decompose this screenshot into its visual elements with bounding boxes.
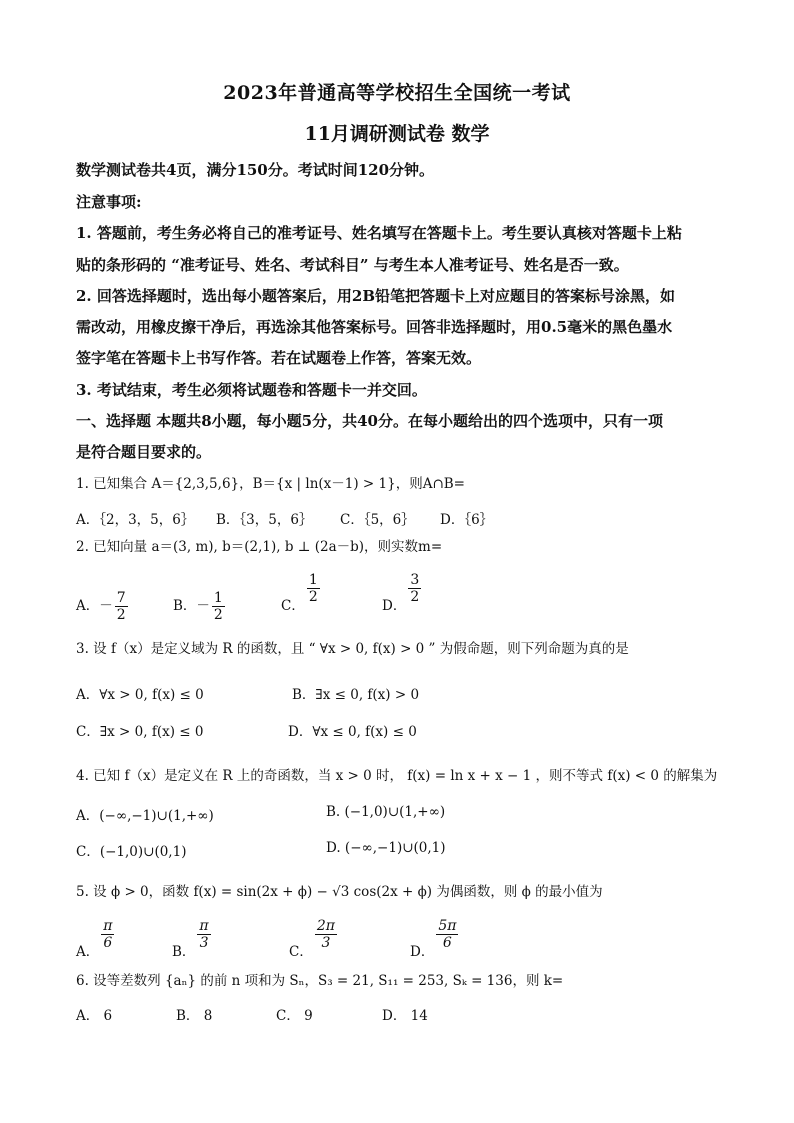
option-label: D． — [382, 598, 407, 614]
fraction — [115, 590, 128, 623]
fraction-numerator: 1 — [308, 572, 318, 588]
option-d: D． 14 — [382, 1008, 428, 1024]
exam-title: 2023年普通高等学校招生全国统一考试 — [223, 82, 571, 104]
option-a: A．∀x > 0, f(x) ≤ 0 — [76, 687, 204, 703]
fraction-denominator: 2 — [116, 607, 126, 623]
fraction-denominator: 3 — [321, 935, 331, 951]
fraction-numerator: 5π — [438, 918, 457, 934]
option-c: C． 9 — [276, 1008, 313, 1024]
option-label: C． — [289, 944, 313, 960]
option-b: B. (−1,0)∪(1,+∞) — [326, 804, 446, 820]
section-heading-cont: 是符合题目要求的。 — [76, 443, 212, 461]
note-line: 贴的条形码的 “准考证号、姓名、考试科目” 与考生本人准考证号、姓名是否一致。 — [76, 256, 629, 274]
option-a — [76, 590, 130, 623]
fraction-numerator: π — [199, 918, 209, 934]
fraction-numerator: 1 — [213, 590, 223, 606]
fraction-numerator: π — [103, 918, 113, 934]
note-line: 2. 回答选择题时，选出每小题答案后，用2B铅笔把答题卡上对应题目的答案标号涂黑，如 — [76, 287, 676, 305]
option-label: A． — [76, 598, 100, 614]
fraction-sign: － — [196, 598, 210, 614]
option-a: A． 6 — [76, 1008, 113, 1024]
fraction-numerator: 3 — [410, 572, 420, 588]
fraction — [197, 918, 210, 951]
fraction-sign: － — [99, 598, 113, 614]
option-d: D. (−∞,−1)∪(0,1) — [326, 840, 446, 856]
fraction — [436, 918, 458, 951]
option-d: D．∀x ≤ 0, f(x) ≤ 0 — [288, 724, 417, 740]
fraction — [315, 918, 337, 951]
section-heading: 一、选择题 本题共8小题，每小题5分，共40分。在每小题给出的四个选项中，只有一项 — [76, 412, 663, 430]
option-a — [76, 918, 116, 960]
fraction-denominator: 2 — [410, 589, 420, 605]
option-label: A． — [76, 944, 100, 960]
option-c — [289, 918, 339, 960]
fraction — [101, 918, 114, 951]
note-line: 需改动，用橡皮擦干净后，再选涂其他答案标号。回答非选择题时，用0.5毫米的黑色墨水 — [76, 318, 673, 336]
exam-subtitle: 11月调研测试卷 数学 — [304, 123, 490, 145]
fraction — [212, 590, 225, 623]
question-3-stem: 3. 设 f（x）是定义域为 R 的函数，且 “ ∀x > 0, f(x) > 0 ” 为假命题，则下列命题为真的是 — [76, 641, 629, 657]
fraction — [408, 572, 421, 605]
option-label: D． — [410, 944, 435, 960]
note-line: 签字笔在答题卡上书写作答。若在试题卷上作答，答案无效。 — [76, 349, 482, 367]
option-label: B． — [173, 598, 197, 614]
question-4-stem: 4. 已知 f（x）是定义在 R 上的奇函数，当 x > 0 时， f(x) = ln x + x − 1 ，则不等式 f(x) < 0 的解集为 — [76, 768, 718, 784]
fraction-numerator: 2π — [316, 918, 335, 934]
option-d — [410, 918, 460, 960]
note-line: 1. 答题前，考生务必将自己的准考证号、姓名填写在答题卡上。考生要认真核对答题卡上粘 — [76, 224, 682, 242]
option-b — [172, 918, 213, 960]
option-c — [281, 572, 322, 614]
option-b: B．∃x ≤ 0, f(x) > 0 — [292, 687, 420, 703]
option-b: B．｛3，5，6｝ — [216, 512, 313, 528]
option-c: C．∃x > 0, f(x) ≤ 0 — [76, 724, 204, 740]
option-c: C．(−1,0)∪(0,1) — [76, 844, 187, 860]
option-d: D．｛6｝ — [440, 512, 494, 528]
fraction-denominator: 2 — [308, 589, 318, 605]
option-b: B． 8 — [176, 1008, 213, 1024]
option-d — [382, 572, 423, 614]
question-1-stem: 1. 已知集合 A＝{2,3,5,6}，B＝{x | ln(x－1) > 1}，则A∩B= — [76, 476, 465, 492]
option-label: B． — [172, 944, 196, 960]
question-6-stem: 6. 设等差数列 {aₙ} 的前 n 项和为 Sₙ，S₃ = 21, S₁₁ = 253, Sₖ = 136，则 k= — [76, 973, 564, 989]
exam-intro: 数学测试卷共4页，满分150分。考试时间120分钟。 — [76, 161, 435, 179]
fraction — [307, 572, 320, 605]
option-a: A．(−∞,−1)∪(1,+∞) — [76, 808, 214, 824]
fraction-denominator: 2 — [213, 607, 223, 623]
option-a: A．｛2，3，5，6｝ — [76, 512, 195, 528]
fraction-numerator: 7 — [116, 590, 126, 606]
question-5-stem: 5. 设 ϕ > 0，函数 f(x) = sin(2x + ϕ) − √3 cos(2x + ϕ) 为偶函数，则 ϕ 的最小值为 — [76, 884, 603, 900]
option-b — [173, 590, 227, 623]
question-2-stem: 2. 已知向量 a＝(3, m), b＝(2,1), b ⊥ (2a－b)，则实数m= — [76, 539, 443, 555]
note-line: 3. 考试结束，考生必须将试题卷和答题卡一并交回。 — [76, 381, 427, 399]
notes-heading: 注意事项: — [76, 193, 142, 211]
fraction-denominator: 6 — [442, 935, 452, 951]
option-c: C．｛5，6｝ — [340, 512, 415, 528]
fraction-denominator: 3 — [199, 935, 209, 951]
fraction-denominator: 6 — [103, 935, 113, 951]
option-label: C． — [281, 598, 305, 614]
